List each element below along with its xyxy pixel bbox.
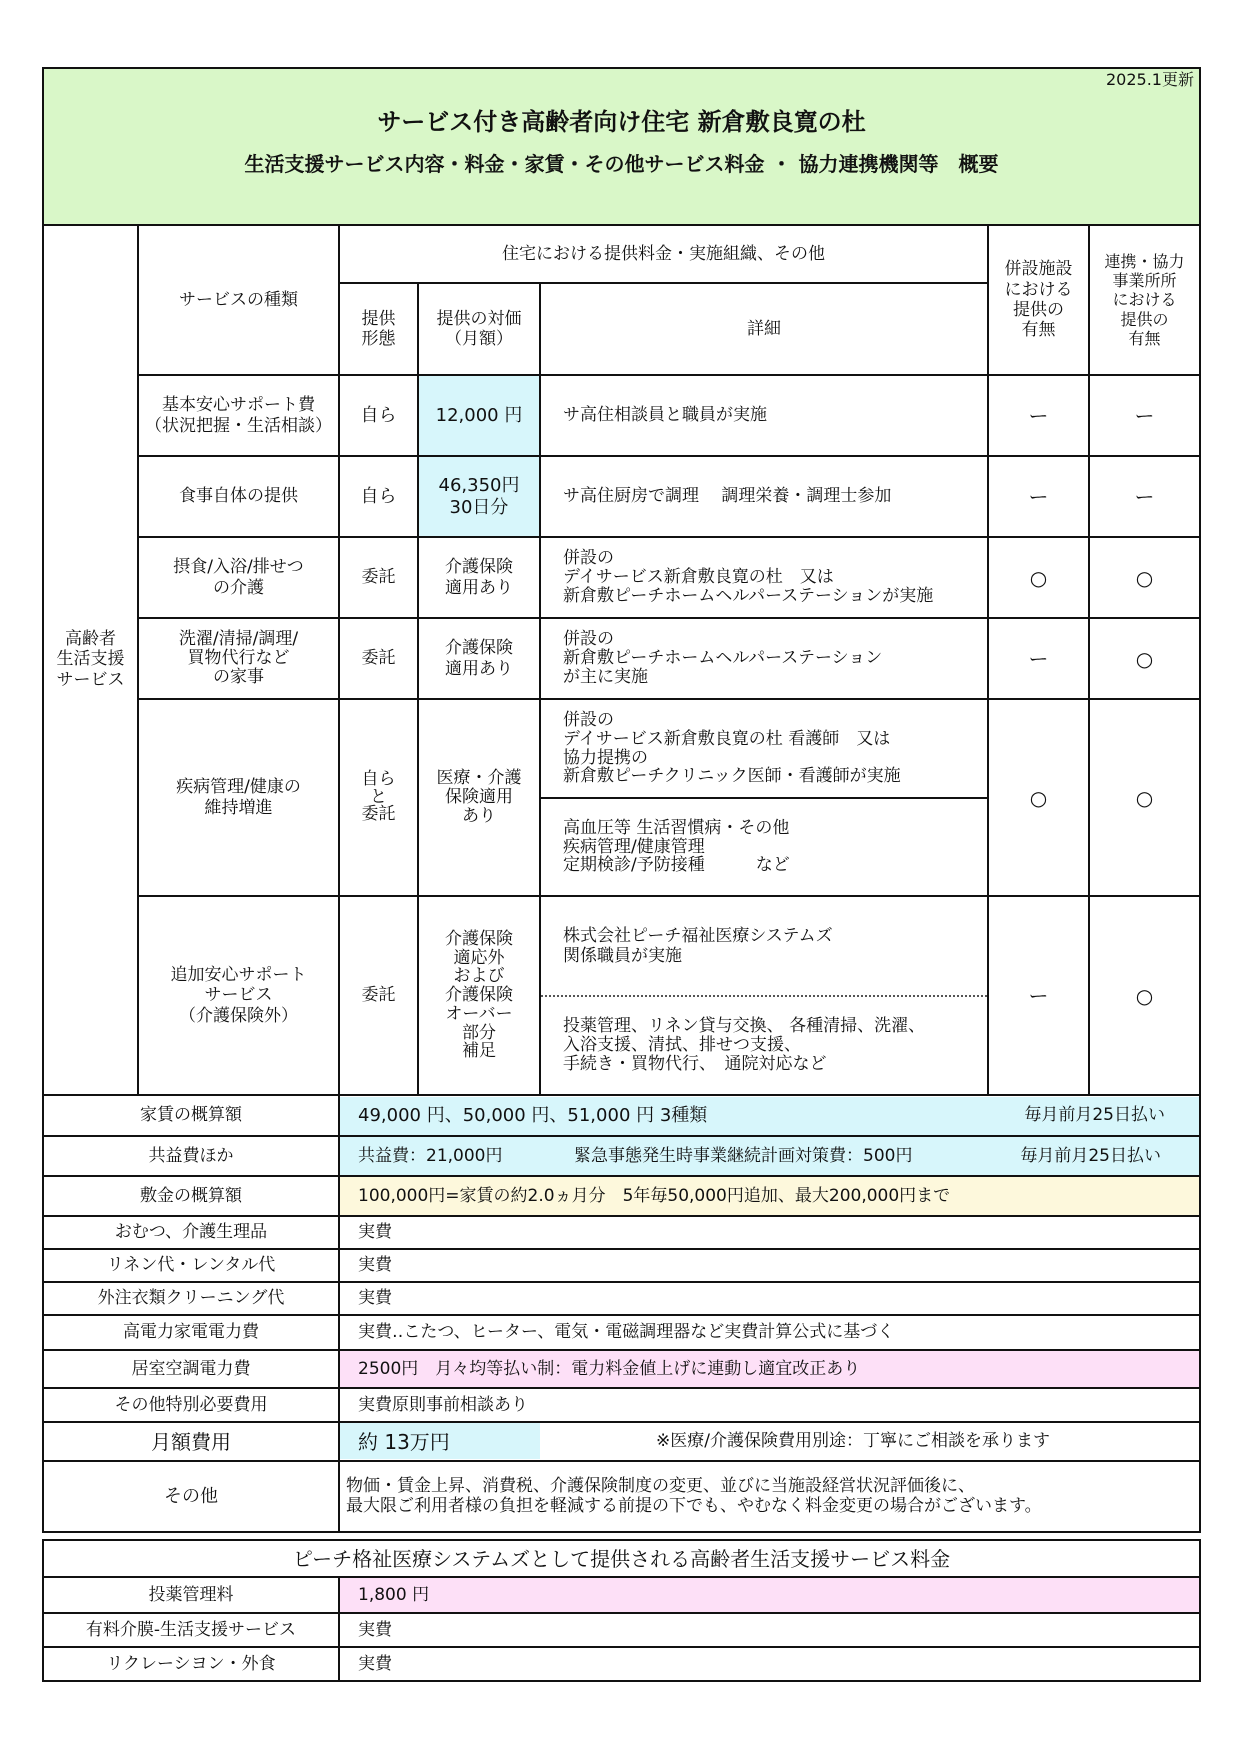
monthly-cost-label: 月額費用 — [151, 1429, 231, 1454]
col-head-partner: 連携・協力 事業所所 における 提供の 有無 — [1104, 252, 1185, 348]
col-head-price: 提供の対価 （月額） — [436, 308, 522, 349]
bcp-fee-value: 緊急事態発生時事業継続計画対策費：500円 — [574, 1145, 913, 1166]
fee-row-value: 実費 — [358, 1288, 392, 1309]
service-name: 洗濯/清掃/調理/ 買物代行など の家事 — [178, 629, 299, 687]
service-form: 自ら — [360, 404, 397, 426]
partner-mark: ー — [1134, 403, 1155, 428]
col-head-service-type: サービスの種類 — [179, 289, 298, 310]
attached-mark: ー — [1028, 646, 1049, 671]
service-price: 医療・介護 保険適用 あり — [436, 768, 522, 826]
deposit-value: 100,000円=家賃の約2.0ヵ月分 5年毎50,000円追加、最大200,000円まで — [358, 1185, 951, 1206]
service-name: 疾病管理/健康の 維持増進 — [176, 777, 301, 818]
service-detail: 併設の デイサービス新倉敷良寛の杜 看護師 又は 協力提携の 新倉敷ピーチクリニック医師・看護師が実施 — [563, 710, 901, 787]
peach-row-label: 投薬管理料 — [148, 1584, 234, 1605]
peach-row-value: 実費 — [358, 1619, 392, 1640]
attached-mark: ー — [1028, 484, 1049, 509]
col-head-group: 住宅における提供料金・実施組織、その他 — [502, 243, 825, 264]
rent-label: 家賃の概算額 — [140, 1105, 242, 1126]
fee-row-label: おむつ、介護生理品 — [114, 1222, 268, 1243]
peach-row-label: 有料介膜-生活支援サービス — [85, 1619, 297, 1640]
other-note: 物価・賃金上昇、消費税、介護保険制度の変更、並びに当施設経営状況評価後に、 最大限ご利用者様の負担を軽減する前提の下でも、やむなく料金変更の場合がございます。 — [346, 1475, 1042, 1516]
peach-row-value: 実費 — [358, 1653, 392, 1674]
fee-row-value: 実費‥こたつ、ヒーター、電気・電磁調理器など実費計算公式に基づく — [358, 1322, 895, 1343]
partner-mark: ○ — [1135, 785, 1154, 810]
service-name: 摂食/入浴/排せつ の介護 — [173, 557, 304, 598]
service-price: 12,000 円 — [435, 404, 523, 426]
fee-row-label: 外注衣類クリーニング代 — [97, 1288, 285, 1309]
attached-mark: ー — [1028, 983, 1049, 1008]
service-form: 委託 — [361, 985, 396, 1006]
common-payment-note: 毎月前月25日払い — [1020, 1145, 1161, 1166]
page-subtitle: 生活支援サービス内容・料金・家賃・その他サービス料金 ・ 協力連携機関等 概要 — [244, 152, 999, 176]
peach-row-label: リクレーシヨン・外食 — [106, 1653, 276, 1674]
fee-row-label: 高電力家電電力費 — [123, 1322, 259, 1343]
service-name: 食事自体の提供 — [179, 486, 298, 507]
service-detail: サ高住厨房で調理 調理栄養・調理士参加 — [563, 486, 892, 507]
fee-row-value: 実費 — [358, 1222, 392, 1243]
common-fee-label: 共益費ほか — [148, 1145, 234, 1166]
service-form: 自ら と 委託 — [361, 768, 396, 825]
service-detail: 併設の デイサービス新倉敷良寛の杜 又は 新倉敷ピーチホームヘルパーステーションが実施 — [563, 548, 934, 606]
partner-mark: ○ — [1135, 983, 1154, 1008]
service-detail: サ高住相談員と職員が実施 — [563, 405, 767, 426]
service-name: 基本安心サポート費 （状況把握・生活相談） — [145, 395, 332, 436]
monthly-cost-note: ※医療/介護保険費用別途：丁寧にご相談を承ります — [656, 1431, 1050, 1452]
fee-row-label: その他特別必要費用 — [114, 1394, 268, 1415]
attached-mark: ○ — [1029, 565, 1048, 590]
side-label: 高齢者 生活支援 サービス — [56, 628, 125, 690]
attached-mark: ○ — [1029, 785, 1048, 810]
service-name: 追加安心サポート サービス （介護保険外） — [170, 964, 307, 1026]
attached-mark: ー — [1028, 403, 1049, 428]
rent-value: 49,000 円、50,000 円、51,000 円 3種類 — [358, 1104, 708, 1126]
other-label: その他 — [164, 1485, 218, 1507]
rent-payment-note: 毎月前月25日払い — [1024, 1105, 1165, 1126]
service-price: 介護保険 適用あり — [445, 557, 513, 598]
update-date: 2025.1更新 — [1106, 70, 1194, 90]
deposit-label: 敷金の概算額 — [140, 1185, 242, 1206]
partner-mark: ー — [1134, 484, 1155, 509]
peach-section-title: ピーチ格祉医療システムズとして提供される高齢者生活支援サービス料金 — [292, 1546, 951, 1571]
fee-row-label: 居室空調電力費 — [131, 1358, 251, 1379]
service-detail: 併設の 新倉敷ピーチホームヘルパーステーション が主に実施 — [563, 629, 883, 687]
fee-row-value: 実費 — [358, 1255, 392, 1276]
col-head-form: 提供 形態 — [361, 308, 396, 349]
service-form: 自ら — [360, 485, 397, 507]
partner-mark: ○ — [1135, 646, 1154, 671]
col-head-attached: 併設施設 における 提供の 有無 — [1004, 259, 1073, 341]
service-detail-extra: 高血圧等 生活習慣病・その他 疾病管理/健康管理 定期検診/予防接種 など — [563, 817, 790, 876]
fee-row-label: リネン代・レンタル代 — [106, 1255, 276, 1276]
page-title: サービス付き高齢者向け住宅 新倉敷良寛の杜 — [377, 107, 866, 136]
common-fee-value: 共益費：21,000円 — [358, 1145, 503, 1166]
service-detail: 株式会社ピーチ福祉医療システムズ 関係職員が実施 — [563, 925, 833, 966]
col-head-detail: 詳細 — [747, 318, 781, 339]
service-price: 46,350円 30日分 — [438, 474, 520, 518]
fee-row-value: 実費原則事前相談あり — [358, 1394, 528, 1415]
partner-mark: ○ — [1135, 565, 1154, 590]
fee-row-value: 2500円 月々均等払い制：電力料金値上げに連動し適宜改正あり — [358, 1358, 861, 1379]
monthly-cost-value: 約 13万円 — [358, 1429, 450, 1454]
service-form: 委託 — [361, 567, 396, 588]
service-price: 介護保険 適用あり — [445, 638, 513, 679]
service-price: 介護保険 適応外 および 介護保険 オーバー 部分 補足 — [445, 929, 513, 1062]
service-form: 委託 — [361, 648, 396, 669]
peach-row-value: 1,800 円 — [358, 1584, 430, 1605]
service-detail-extra: 投薬管理、リネン貸与交換、 各種清掃、洗濯、 入浴支援、清拭、排せつ支援、 手続き・買物代行、 通院対応など — [563, 1016, 926, 1074]
